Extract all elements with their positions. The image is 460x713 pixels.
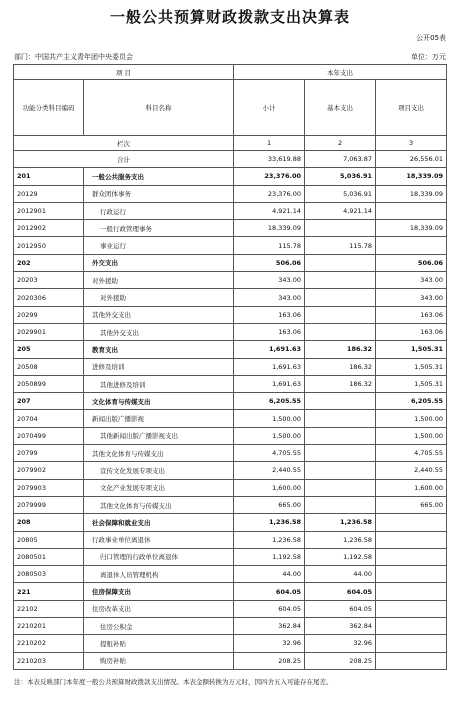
table-row [14,600,447,617]
row-basic [305,272,376,289]
row-basic [305,479,376,496]
header-idx1: 1 [234,136,305,151]
row-project [376,566,447,583]
table-row [14,410,447,427]
row-project [376,583,447,600]
table-row [14,652,447,669]
row-subtotal: 1,691.63 [234,375,305,392]
row-code: 2012902 [14,220,84,237]
row-basic [305,220,376,237]
row-subtotal: 506.06 [234,254,305,271]
row-basic [305,496,376,513]
header-subject-name: 科目名称 [84,80,234,136]
row-subtotal: 23,376.00 [234,185,305,202]
footnote: 注：本表反映部门本年度一般公共预算财政拨款支出情况。本表金额转换为万元时，因四舍五入可能存在尾差。 [14,678,333,686]
row-name: 行政运行 [84,202,234,219]
row-project: 1,600.00 [376,479,447,496]
row-subtotal: 343.00 [234,289,305,306]
table-row [14,323,447,340]
total-basic: 7,063.87 [305,151,376,168]
row-name: 行政事业单位离退休 [84,531,234,548]
row-subtotal: 6,205.55 [234,393,305,410]
row-basic [305,289,376,306]
row-project: 163.06 [376,306,447,323]
row-code: 2210203 [14,652,84,669]
row-name: 离退休人员管理机构 [84,566,234,583]
row-code: 207 [14,393,84,410]
row-project [376,635,447,652]
row-project: 163.06 [376,323,447,340]
row-name: 其他外交支出 [84,306,234,323]
row-code: 20508 [14,358,84,375]
row-name: 对外援助 [84,289,234,306]
row-subtotal: 1,691.63 [234,341,305,358]
row-code: 205 [14,341,84,358]
row-project: 343.00 [376,289,447,306]
row-code: 2080501 [14,548,84,565]
row-code: 2080503 [14,566,84,583]
row-subtotal: 1,600.00 [234,479,305,496]
table-row [14,548,447,565]
table-code: 公开05表 [416,34,446,42]
row-project: 506.06 [376,254,447,271]
row-basic [305,410,376,427]
table-row [14,531,447,548]
row-name: 提租补贴 [84,635,234,652]
row-subtotal: 4,921.14 [234,202,305,219]
row-subtotal: 665.00 [234,496,305,513]
row-code: 2079903 [14,479,84,496]
row-name: 其他文化体育与传媒支出 [84,496,234,513]
row-basic: 604.05 [305,583,376,600]
row-basic: 604.05 [305,600,376,617]
row-basic: 44.00 [305,566,376,583]
table-row [14,306,447,323]
row-project: 18,339.09 [376,185,447,202]
row-subtotal: 1,691.63 [234,358,305,375]
row-name: 其他新闻出版广播影视支出 [84,427,234,444]
row-subtotal: 44.00 [234,566,305,583]
row-project: 2,440.55 [376,462,447,479]
row-code: 2079999 [14,496,84,513]
table-row [14,514,447,531]
table-row [14,618,447,635]
row-code: 2020306 [14,289,84,306]
row-basic [305,323,376,340]
table-row [14,445,447,462]
row-name: 归口管理的行政单位离退休 [84,548,234,565]
table-row [14,393,447,410]
row-project [376,600,447,617]
table-row [14,289,447,306]
row-code: 20129 [14,185,84,202]
table-row [14,202,447,219]
row-basic: 5,036.91 [305,168,376,185]
row-subtotal: 1,236.58 [234,531,305,548]
row-code: 208 [14,514,84,531]
row-subtotal: 163.06 [234,323,305,340]
row-basic [305,462,376,479]
row-name: 其他文化体育与传媒支出 [84,445,234,462]
row-project: 4,705.55 [376,445,447,462]
row-project [376,237,447,254]
row-basic: 186.32 [305,375,376,392]
row-name: 住房公积金 [84,618,234,635]
row-code: 202 [14,254,84,271]
row-code: 22102 [14,600,84,617]
table-row [14,462,447,479]
row-project: 18,339.09 [376,220,447,237]
row-subtotal: 23,376.00 [234,168,305,185]
row-name: 社会保障和就业支出 [84,514,234,531]
total-project: 26,556.01 [376,151,447,168]
row-basic: 208.25 [305,652,376,669]
row-code: 2079902 [14,462,84,479]
row-name: 群众团体事务 [84,185,234,202]
table-row [14,341,447,358]
table-row [14,272,447,289]
row-name: 文化体育与传媒支出 [84,393,234,410]
row-name: 住房改革支出 [84,600,234,617]
header-subtotal: 小计 [234,80,305,136]
expenditure-table [13,64,447,670]
table-row [14,427,447,444]
row-code: 201 [14,168,84,185]
row-name: 一般行政管理事务 [84,220,234,237]
row-basic [305,393,376,410]
row-project: 1,505.31 [376,358,447,375]
row-code: 2210201 [14,618,84,635]
row-project: 1,500.00 [376,410,447,427]
row-name: 事业运行 [84,237,234,254]
table-row [14,358,447,375]
row-subtotal: 115.78 [234,237,305,254]
row-name: 外交支出 [84,254,234,271]
row-code: 2050899 [14,375,84,392]
row-project: 18,339.09 [376,168,447,185]
row-name: 购房补贴 [84,652,234,669]
table-row [14,375,447,392]
total-subtotal: 33,619.88 [234,151,305,168]
row-subtotal: 604.05 [234,583,305,600]
row-code: 20799 [14,445,84,462]
row-basic: 186.32 [305,341,376,358]
table-row [14,566,447,583]
row-code: 2070499 [14,427,84,444]
row-code: 20203 [14,272,84,289]
row-subtotal: 604.05 [234,600,305,617]
row-subtotal: 1,500.00 [234,427,305,444]
table-row [14,168,447,185]
header-func-code: 功能分类科目编码 [14,80,84,136]
row-subtotal: 18,339.09 [234,220,305,237]
row-subtotal: 1,192.58 [234,548,305,565]
table-row [14,185,447,202]
table-row [14,635,447,652]
row-basic: 1,192.58 [305,548,376,565]
header-project: 项 目 [14,65,234,80]
row-project: 343.00 [376,272,447,289]
row-code: 2210202 [14,635,84,652]
row-basic: 1,236.58 [305,531,376,548]
table-row [14,237,447,254]
row-project: 665.00 [376,496,447,513]
row-project [376,652,447,669]
row-subtotal: 32.96 [234,635,305,652]
row-name: 其他外交支出 [84,323,234,340]
row-subtotal: 343.00 [234,272,305,289]
unit-label: 单位：万元 [411,53,446,61]
row-subtotal: 163.06 [234,306,305,323]
row-subtotal: 362.84 [234,618,305,635]
row-code: 2012901 [14,202,84,219]
row-name: 宣传文化发展专项支出 [84,462,234,479]
row-basic: 1,236.58 [305,514,376,531]
row-subtotal: 4,705.55 [234,445,305,462]
row-basic: 362.84 [305,618,376,635]
row-name: 住房保障支出 [84,583,234,600]
header-basic: 基本支出 [305,80,376,136]
row-basic [305,445,376,462]
row-project [376,514,447,531]
total-label: 合计 [14,151,234,168]
table-row [14,254,447,271]
row-code: 2029901 [14,323,84,340]
table-row [14,220,447,237]
row-code: 221 [14,583,84,600]
header-idx3: 3 [376,136,447,151]
row-name: 对外援助 [84,272,234,289]
row-subtotal: 1,500.00 [234,410,305,427]
row-name: 教育支出 [84,341,234,358]
row-basic: 186.32 [305,358,376,375]
row-project [376,548,447,565]
row-subtotal: 1,236.58 [234,514,305,531]
row-code: 20299 [14,306,84,323]
row-basic: 5,036.91 [305,185,376,202]
table-row [14,496,447,513]
total-row [14,151,447,168]
row-project: 1,500.00 [376,427,447,444]
row-project: 1,505.31 [376,341,447,358]
row-project [376,531,447,548]
department-label: 部门：中国共产主义青年团中央委员会 [14,53,133,61]
header-current-year: 本年支出 [234,65,447,80]
row-subtotal: 208.25 [234,652,305,669]
header-idx2: 2 [305,136,376,151]
row-name: 新闻出版广播影视 [84,410,234,427]
row-code: 20805 [14,531,84,548]
row-name: 进修及培训 [84,358,234,375]
page-title: 一般公共预算财政拨款支出决算表 [109,8,350,26]
row-name: 文化产业发展专项支出 [84,479,234,496]
row-basic [305,306,376,323]
header-col-index: 栏次 [14,136,234,151]
row-name: 一般公共服务支出 [84,168,234,185]
row-basic: 32.96 [305,635,376,652]
row-project [376,202,447,219]
row-basic [305,427,376,444]
row-basic: 4,921.14 [305,202,376,219]
row-subtotal: 2,440.55 [234,462,305,479]
row-name: 其他进修及培训 [84,375,234,392]
row-project: 1,505.31 [376,375,447,392]
row-basic: 115.78 [305,237,376,254]
row-project: 6,205.55 [376,393,447,410]
row-project [376,618,447,635]
table-row [14,479,447,496]
row-code: 2012950 [14,237,84,254]
table-row [14,583,447,600]
header-project-exp: 项目支出 [376,80,447,136]
row-basic [305,254,376,271]
row-code: 20704 [14,410,84,427]
